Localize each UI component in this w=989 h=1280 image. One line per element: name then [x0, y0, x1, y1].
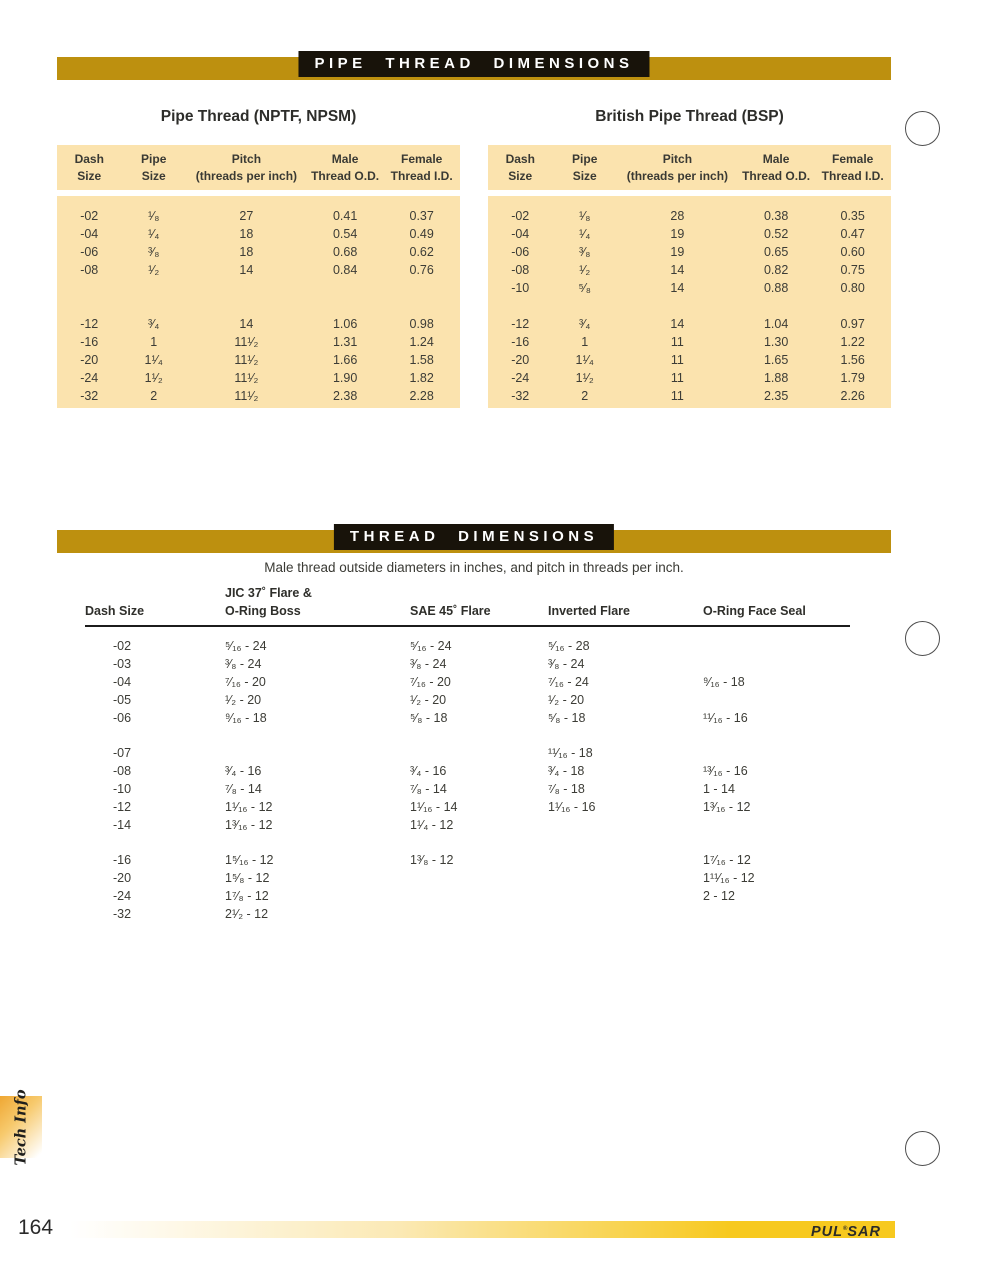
table-cell: 1.82 [409, 371, 434, 385]
table-cell: -20 [113, 871, 132, 885]
table-cell: -24 [511, 371, 530, 385]
table-cell: ¹⁄₂ - 20 [410, 693, 447, 707]
table-cell: 28 [670, 209, 685, 223]
table-cell: -08 [80, 263, 99, 277]
column-header-dash-size: Dash Size [85, 603, 145, 618]
table-cell: 11¹⁄₂ [234, 371, 259, 385]
pulsar-logo [811, 1221, 881, 1238]
table-cell: 1³⁄₈ - 12 [410, 853, 454, 867]
table-cell: -32 [113, 907, 132, 921]
table-cell: 0.65 [763, 245, 789, 259]
nptf-npsm-table [57, 108, 460, 408]
table-cell: ³⁄₄ - 16 [225, 764, 262, 778]
table-row-group [488, 207, 891, 315]
table-cell [410, 887, 548, 905]
logo-text: PUL [810, 1223, 843, 1240]
column-header-jic [225, 585, 410, 620]
column-header: Pipe Size [141, 152, 167, 183]
table-cell: 1¹⁄₄ [575, 353, 594, 367]
table-cell: ¹⁄₄ [579, 227, 591, 241]
column-header: Female Thread I.D. [390, 152, 453, 183]
table-cell: ³⁄₈ [147, 245, 160, 259]
table-cell: 1¹⁄₄ - 12 [410, 818, 454, 832]
table-cell: ¹⁄₈ [147, 209, 160, 223]
footer-gradient-bar [70, 1221, 895, 1238]
table-cell: ⁵⁄₈ - 18 [410, 711, 448, 725]
table-body [488, 196, 891, 408]
banner-title: THREAD DIMENSIONS [334, 524, 614, 550]
table-cell: 27 [239, 209, 254, 223]
pipe-thread-dimensions-banner [57, 57, 891, 80]
table-cell: -14 [113, 818, 132, 832]
table-title: British Pipe Thread (BSP) [595, 108, 784, 125]
table-cell: 0.38 [763, 209, 789, 223]
table-title: Pipe Thread (NPTF, NPSM) [160, 108, 357, 125]
table-cell: 19 [670, 227, 685, 241]
table-cell: 1.56 [840, 353, 865, 367]
table-cell: 0.82 [763, 263, 789, 277]
column-header: Pitch (threads per inch) [195, 152, 298, 183]
column-header-line: O-Ring Boss [225, 603, 301, 618]
column-header-inverted: Inverted Flare [548, 603, 630, 618]
table-cell: -32 [511, 389, 530, 403]
table-cell: -07 [113, 746, 132, 760]
table-cell: -04 [511, 227, 530, 241]
binder-hole-circle [905, 621, 940, 656]
table-body [57, 196, 460, 408]
table-cell: 0.41 [332, 209, 358, 223]
table-cell: ⁷⁄₁₆ - 20 [410, 675, 451, 689]
banner-title: PIPE THREAD DIMENSIONS [298, 51, 649, 77]
table-cell: 1³⁄₁₆ - 12 [225, 818, 273, 832]
table-cell [703, 655, 850, 673]
thread-dimensions-table [85, 585, 850, 923]
table-cell: -08 [113, 764, 132, 778]
table-cell: 1.31 [332, 335, 358, 349]
table-cell: -05 [113, 693, 132, 707]
table-cell [410, 744, 548, 762]
table-cell: 1.06 [332, 317, 358, 331]
table-cell: 11 [670, 353, 684, 367]
table-cell: ⁵⁄₁₆ - 24 [225, 639, 267, 653]
table-cell: 0.75 [840, 263, 865, 277]
table-cell: 1⁷⁄₁₆ - 12 [703, 853, 751, 867]
table-cell: 1.90 [332, 371, 358, 385]
table-cell: ⁵⁄₈ - 18 [548, 711, 586, 725]
table-cell: ¹⁄₂ - 20 [548, 693, 585, 707]
table-cell: 0.84 [332, 263, 358, 277]
table-cell [703, 637, 850, 655]
table-cell: 14 [239, 263, 254, 277]
table-cell: -06 [511, 245, 530, 259]
table-cell [703, 816, 850, 834]
table-cell [548, 816, 703, 834]
table-cell: 14 [239, 317, 254, 331]
table-cell: 11 [670, 389, 684, 403]
table-cell: 14 [670, 263, 685, 277]
table-cell [410, 869, 548, 887]
table-cell: ³⁄₈ - 24 [225, 657, 262, 671]
table-cell: 11 [670, 371, 684, 385]
table-cell: -02 [80, 209, 99, 223]
table-cell: 2 [581, 389, 589, 403]
table-cell: ⁷⁄₁₆ - 24 [548, 675, 589, 689]
table-cell: 11 [670, 335, 684, 349]
binder-hole-circle [905, 111, 940, 146]
table-cell [703, 905, 850, 923]
table-cell: ⁷⁄₈ - 14 [225, 782, 262, 796]
table-cell: 0.37 [409, 209, 434, 223]
table-cell: -24 [80, 371, 99, 385]
table-cell: 2.28 [409, 389, 434, 403]
table-cell: ⁷⁄₈ - 18 [548, 782, 585, 796]
table-cell [548, 869, 703, 887]
table-cell [703, 744, 850, 762]
bsp-table [488, 108, 891, 408]
table-cell: ⁵⁄₈ [578, 281, 591, 295]
table-row-group [57, 315, 460, 405]
table-cell: ³⁄₄ [579, 317, 591, 331]
table-header-row [85, 585, 850, 627]
table-cell: 0.88 [763, 281, 789, 295]
table-cell: 0.76 [409, 263, 434, 277]
table-cell: 2.26 [840, 389, 865, 403]
table-cell: 0.47 [840, 227, 865, 241]
table-cell: 1¹⁄₁₆ - 14 [410, 800, 458, 814]
table-cell: -02 [511, 209, 530, 223]
table-cell: ¹³⁄₁₆ - 16 [703, 764, 748, 778]
table-cell: 1 [150, 335, 158, 349]
table-cell: -08 [511, 263, 530, 277]
table-cell: -04 [80, 227, 99, 241]
table-row-group [57, 207, 460, 315]
registered-mark: ® [842, 1226, 848, 1232]
table-cell: 1.79 [840, 371, 865, 385]
table-cell: 0.68 [332, 245, 358, 259]
table-cell: 1⁵⁄₈ - 12 [225, 871, 270, 885]
table-cell: ⁹⁄₁₆ - 18 [225, 711, 267, 725]
table-cell: 0.62 [409, 245, 434, 259]
table-row-group [85, 637, 850, 727]
table-cell: ⁵⁄₁₆ - 24 [410, 639, 452, 653]
table-cell: ³⁄₄ [148, 317, 160, 331]
table-cell: -12 [80, 317, 99, 331]
table-cell [225, 744, 410, 762]
table-cell: 0.97 [840, 317, 865, 331]
column-header-oring-face: O-Ring Face Seal [703, 603, 806, 618]
table-cell: -20 [511, 353, 530, 367]
table-cell: 14 [670, 317, 685, 331]
table-cell: 2 - 12 [703, 889, 735, 903]
table-cell: 0.80 [840, 281, 865, 295]
table-cell: -16 [113, 853, 132, 867]
table-cell: 1¹⁄₁₆ - 16 [548, 800, 596, 814]
table-cell: 11¹⁄₂ [234, 389, 259, 403]
table-cell: 1 [581, 335, 589, 349]
tech-info-tab-label: Tech Info [12, 1088, 30, 1166]
table-row-group [85, 744, 850, 834]
binder-hole-circle [905, 1131, 940, 1166]
table-cell: 1¹¹⁄₁₆ - 12 [703, 871, 755, 885]
table-cell: 2.35 [763, 389, 789, 403]
table-cell: ³⁄₄ - 16 [410, 764, 447, 778]
table-cell: 0.54 [332, 227, 358, 241]
table-cell: 1.04 [763, 317, 789, 331]
table-cell [410, 905, 548, 923]
table-cell: 1¹⁄₁₆ - 12 [225, 800, 273, 814]
table-cell: -06 [80, 245, 99, 259]
table-cell: 1 - 14 [703, 782, 735, 796]
table-cell: 1¹⁄₄ [144, 353, 163, 367]
table-cell [548, 851, 703, 869]
table-cell [548, 887, 703, 905]
thread-table-subtitle: Male thread outside diameters in inches, and pitch in threads per inch. [264, 560, 684, 575]
table-cell [548, 905, 703, 923]
table-cell: -16 [511, 335, 530, 349]
table-cell: 1.65 [763, 353, 789, 367]
table-cell: ⁹⁄₁₆ - 18 [703, 675, 745, 689]
table-cell: 1³⁄₁₆ - 12 [703, 800, 751, 814]
table-row-group [488, 315, 891, 405]
table-cell: 1.22 [840, 335, 865, 349]
table-cell: 14 [670, 281, 685, 295]
table-cell: 1¹⁄₂ [144, 371, 163, 385]
table-cell: -03 [113, 657, 132, 671]
table-cell: 1.58 [409, 353, 434, 367]
table-cell: 1¹⁄₂ [575, 371, 594, 385]
tech-info-tab [0, 1088, 42, 1166]
table-cell: 2 [150, 389, 158, 403]
table-cell: ¹⁄₂ - 20 [225, 693, 262, 707]
column-header: Female Thread I.D. [821, 152, 884, 183]
table-cell: ¹⁄₂ [579, 263, 591, 277]
table-cell: 18 [239, 227, 254, 241]
table-cell: -24 [113, 889, 132, 903]
column-header: Pitch (threads per inch) [626, 152, 729, 183]
table-cell: 0.35 [840, 209, 865, 223]
table-cell: 1.66 [332, 353, 358, 367]
table-cell: ¹⁄₈ [578, 209, 591, 223]
column-header: Pipe Size [572, 152, 598, 183]
table-cell: ⁷⁄₈ - 14 [410, 782, 447, 796]
table-cell: 1⁷⁄₈ - 12 [225, 889, 269, 903]
table-cell: -10 [113, 782, 132, 796]
table-header-row [57, 145, 460, 190]
table-cell: -16 [80, 335, 99, 349]
column-header: Male Thread O.D. [742, 152, 811, 183]
table-cell: 1.24 [409, 335, 434, 349]
table-cell: 1.30 [763, 335, 789, 349]
table-cell: ³⁄₄ - 18 [548, 764, 585, 778]
table-cell: -32 [80, 389, 99, 403]
table-cell: -12 [511, 317, 530, 331]
table-cell: ⁷⁄₁₆ - 20 [225, 675, 266, 689]
table-cell: 0.60 [840, 245, 865, 259]
table-cell: ¹⁄₄ [148, 227, 160, 241]
table-cell: ³⁄₈ - 24 [548, 657, 585, 671]
column-header-sae: SAE 45˚ Flare [410, 603, 491, 618]
column-header: Dash Size [505, 152, 535, 183]
table-cell: 2¹⁄₂ - 12 [225, 907, 269, 921]
table-cell [703, 691, 850, 709]
table-cell: ¹¹⁄₁₆ - 16 [703, 711, 748, 725]
column-header-line: JIC 37˚ Flare & [225, 586, 312, 600]
table-cell: 11¹⁄₂ [234, 335, 259, 349]
table-cell: -06 [113, 711, 132, 725]
table-cell: ³⁄₈ [578, 245, 591, 259]
table-cell: -04 [113, 675, 132, 689]
logo-text: SAR [847, 1223, 881, 1240]
table-cell: 11¹⁄₂ [234, 353, 259, 367]
table-cell: -20 [80, 353, 99, 367]
table-cell: 19 [670, 245, 685, 259]
table-cell: 1.88 [763, 371, 789, 385]
table-cell: 18 [239, 245, 254, 259]
table-cell: ¹⁄₂ [148, 263, 160, 277]
table-row-group [85, 851, 850, 923]
table-cell: 0.98 [409, 317, 434, 331]
column-header: Dash Size [74, 152, 104, 183]
table-cell: ³⁄₈ - 24 [410, 657, 447, 671]
table-cell: 0.52 [763, 227, 789, 241]
table-cell: 0.49 [409, 227, 434, 241]
table-cell: ¹¹⁄₁₆ - 18 [548, 746, 593, 760]
column-header: Male Thread O.D. [311, 152, 380, 183]
table-cell: -10 [511, 281, 530, 295]
table-cell: -02 [113, 639, 132, 653]
table-cell: ⁵⁄₁₆ - 28 [548, 639, 590, 653]
table-cell: 2.38 [332, 389, 358, 403]
thread-dimensions-banner [57, 530, 891, 553]
table-cell: -12 [113, 800, 132, 814]
table-header-row [488, 145, 891, 190]
table-cell: 1⁵⁄₁₆ - 12 [225, 853, 274, 867]
page-number: 164 [18, 1216, 54, 1239]
